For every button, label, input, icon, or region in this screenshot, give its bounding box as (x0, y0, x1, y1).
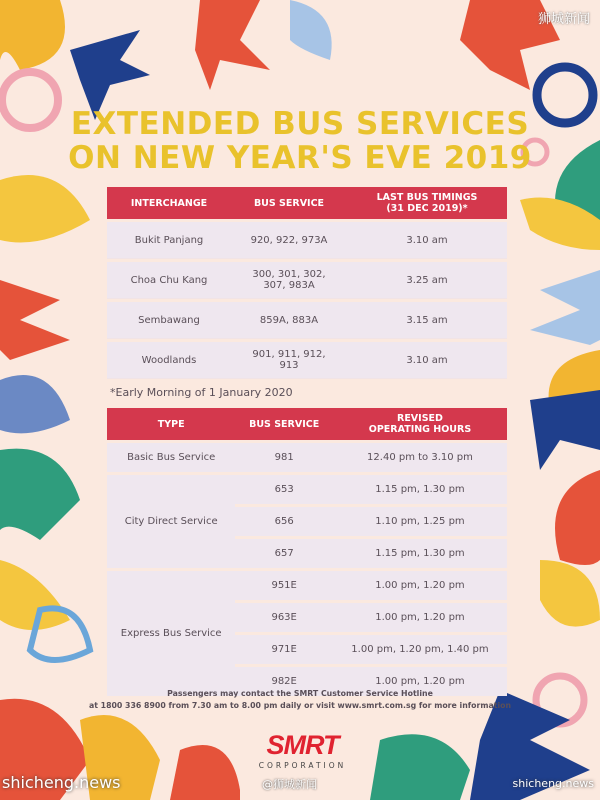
operating-hours-cell: 1.00 pm, 1.20 pm (333, 571, 507, 600)
bus-service-cell: 657 (235, 539, 333, 568)
leaf-shape (555, 470, 600, 565)
bus-service-cell: 656 (235, 507, 333, 536)
hotline-text: Passengers may contact the SMRT Customer Service Hotline (167, 689, 433, 698)
table-row (107, 302, 507, 339)
column-header: REVISED OPERATING HOURS (333, 408, 507, 440)
bus-service-cell: 901, 911, 912, 913 (231, 342, 347, 379)
table-row (107, 443, 507, 472)
leaf-shape (0, 175, 90, 243)
operating-hours-cell: 1.00 pm, 1.20 pm (333, 603, 507, 632)
bus-service-cell: 300, 301, 302, 307, 983A (231, 262, 347, 299)
table-row (107, 262, 507, 299)
leaf-shape (0, 449, 80, 540)
last-bus-time-cell: 3.10 am (347, 222, 507, 259)
type-cell: City Direct Service (107, 475, 235, 568)
leaf-shape (0, 280, 70, 360)
column-header: INTERCHANGE (107, 187, 231, 219)
leaf-shape (370, 734, 470, 800)
bus-service-cell: 982E (235, 667, 333, 696)
leaf-shape (530, 390, 600, 470)
watermark-top-right: 狮城新闻 (537, 12, 590, 27)
poster-title-line2: ON NEW YEAR'S EVE 2019 (68, 140, 532, 176)
column-header: LAST BUS TIMINGS (31 DEC 2019)* (347, 187, 507, 219)
operating-hours-cell: 12.40 pm to 3.10 pm (333, 443, 507, 472)
column-header: BUS SERVICE (235, 408, 333, 440)
operating-hours-cell: 1.00 pm, 1.20 pm (333, 667, 507, 696)
contact-details: at 1800 336 8900 from 7.30 am to 8.00 pm daily or visit www.smrt.com.sg for more information (88, 701, 512, 710)
leaf-shape (0, 0, 65, 70)
operating-hours-cell: 1.00 pm, 1.20 pm, 1.40 pm (333, 635, 507, 664)
bus-service-cell: 981 (235, 443, 333, 472)
leaf-shape (195, 0, 270, 90)
table-row (107, 342, 507, 379)
table-row (107, 475, 507, 504)
bus-service-cell: 859A, 883A (231, 302, 347, 339)
operating-hours-cell: 1.15 pm, 1.30 pm (333, 475, 507, 504)
operating-hours-cell: 1.15 pm, 1.30 pm (333, 539, 507, 568)
bus-service-cell: 951E (235, 571, 333, 600)
watermark-bottom-right: shicheng.news (512, 777, 594, 790)
interchange-cell: Bukit Panjang (107, 222, 231, 259)
poster-title-line1: EXTENDED BUS SERVICES (70, 106, 530, 142)
table-row (107, 222, 507, 259)
last-bus-timings-table (107, 184, 507, 382)
interchange-cell: Sembawang (107, 302, 231, 339)
footnote: *Early Morning of 1 January 2020 (110, 386, 293, 399)
table-row (107, 571, 507, 600)
logo-wordmark: SMRT (266, 730, 339, 760)
leaf-shape (170, 745, 240, 800)
type-cell: Express Bus Service (107, 571, 235, 696)
last-bus-time-cell: 3.15 am (347, 302, 507, 339)
column-header: BUS SERVICE (231, 187, 347, 219)
bus-service-cell: 653 (235, 475, 333, 504)
type-cell: Basic Bus Service (107, 443, 235, 472)
last-bus-time-cell: 3.10 am (347, 342, 507, 379)
bus-service-cell: 920, 922, 973A (231, 222, 347, 259)
watermark-bottom-center: @狮城新闻 (262, 778, 317, 791)
logo-subtitle: CORPORATION (258, 761, 347, 770)
leaf-shape (530, 270, 600, 345)
revised-hours-table (107, 405, 507, 699)
smrt-logo (245, 730, 360, 770)
interchange-cell: Choa Chu Kang (107, 262, 231, 299)
last-bus-time-cell: 3.25 am (347, 262, 507, 299)
leaf-shape (0, 375, 70, 433)
column-header: TYPE (107, 408, 235, 440)
leaf-shape (540, 560, 600, 627)
bus-service-cell: 971E (235, 635, 333, 664)
leaf-shape (290, 0, 332, 60)
interchange-cell: Woodlands (107, 342, 231, 379)
bus-service-cell: 963E (235, 603, 333, 632)
operating-hours-cell: 1.10 pm, 1.25 pm (333, 507, 507, 536)
watermark-bottom-left: shicheng.news (2, 773, 121, 792)
